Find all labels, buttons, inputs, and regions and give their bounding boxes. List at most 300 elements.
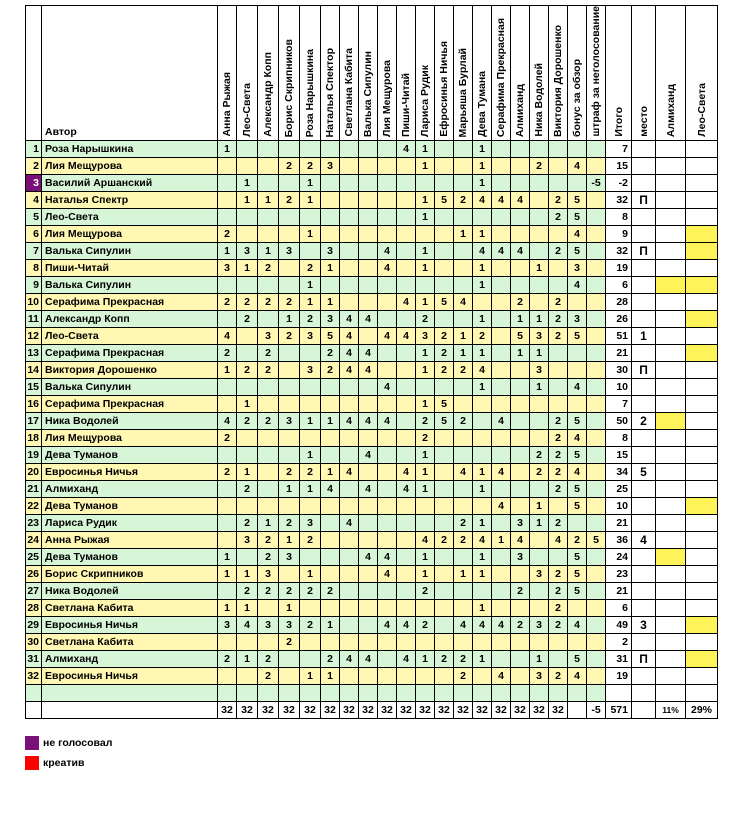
total-cell: 2 xyxy=(606,634,632,651)
table-row xyxy=(26,175,718,192)
vote-cell: 5 xyxy=(568,243,587,260)
vote-cell: 1 xyxy=(237,192,258,209)
vote-cell: 3 xyxy=(218,617,237,634)
header-voter xyxy=(258,6,279,141)
vote-cell: 2 xyxy=(279,515,300,532)
vote-cell: 4 xyxy=(473,617,492,634)
vote-cell xyxy=(435,141,454,158)
author-name: Виктория Дорошенко xyxy=(42,362,218,379)
header-voter-label: Лео-Света xyxy=(241,83,253,137)
vote-cell xyxy=(340,430,359,447)
vote-cell xyxy=(300,141,321,158)
row-number: 12 xyxy=(26,328,42,345)
vote-cell: 4 xyxy=(397,328,416,345)
vote-cell xyxy=(300,209,321,226)
vote-cell xyxy=(321,566,340,583)
vote-cell: 5 xyxy=(435,413,454,430)
vote-cell: 4 xyxy=(549,532,568,549)
total-cell: 51 xyxy=(606,328,632,345)
vote-cell: 4 xyxy=(378,260,397,277)
total-cell: 8 xyxy=(606,209,632,226)
author-name: Александр Копп xyxy=(42,311,218,328)
place-cell xyxy=(632,549,656,566)
vote-cell: 4 xyxy=(568,226,587,243)
vote-cell: 2 xyxy=(237,413,258,430)
vote-cell xyxy=(359,532,378,549)
vote-cell xyxy=(511,668,530,685)
vote-cell xyxy=(492,141,511,158)
vote-cell xyxy=(530,192,549,209)
header-voter xyxy=(549,6,568,141)
leo-sveta-mark xyxy=(686,413,718,430)
table-row xyxy=(26,260,718,277)
leo-sveta-mark xyxy=(686,668,718,685)
almihand-mark xyxy=(656,464,686,481)
vote-cell: 1 xyxy=(300,413,321,430)
leo-sveta-mark xyxy=(686,328,718,345)
vote-cell xyxy=(340,294,359,311)
total-cell: 49 xyxy=(606,617,632,634)
vote-cell xyxy=(340,175,359,192)
blank-cell xyxy=(300,685,321,702)
place-cell xyxy=(632,566,656,583)
place-cell xyxy=(632,294,656,311)
table-row xyxy=(26,549,718,566)
vote-cell xyxy=(435,617,454,634)
vote-cell: 4 xyxy=(568,668,587,685)
total-cell: 19 xyxy=(606,668,632,685)
almihand-mark xyxy=(656,277,686,294)
vote-cell xyxy=(492,379,511,396)
vote-cell xyxy=(568,294,587,311)
vote-cell xyxy=(218,192,237,209)
vote-cell: 1 xyxy=(218,362,237,379)
vote-cell xyxy=(549,634,568,651)
vote-cell: 4 xyxy=(473,243,492,260)
vote-cell xyxy=(587,362,606,379)
vote-cell xyxy=(435,379,454,396)
blank-cell xyxy=(587,685,606,702)
place-cell xyxy=(632,668,656,685)
place-cell xyxy=(632,226,656,243)
vote-cell xyxy=(378,515,397,532)
vote-cell xyxy=(416,498,435,515)
vote-cell: 1 xyxy=(473,345,492,362)
vote-cell xyxy=(397,379,416,396)
blank-row xyxy=(26,685,718,702)
vote-cell: 4 xyxy=(237,617,258,634)
vote-cell xyxy=(378,634,397,651)
vote-cell: 2 xyxy=(237,515,258,532)
vote-cell: 4 xyxy=(492,617,511,634)
total-cell: 34 xyxy=(606,464,632,481)
vote-cell xyxy=(218,277,237,294)
author-name: Евросинья Ничья xyxy=(42,617,218,634)
vote-cell: 4 xyxy=(340,413,359,430)
vote-cell: 3 xyxy=(530,328,549,345)
vote-cell xyxy=(258,634,279,651)
total-cell: 21 xyxy=(606,345,632,362)
vote-cell: 2 xyxy=(549,192,568,209)
vote-cell xyxy=(511,413,530,430)
vote-cell: 2 xyxy=(511,617,530,634)
vote-cell xyxy=(397,260,416,277)
blank-cell xyxy=(359,685,378,702)
vote-cell: 3 xyxy=(321,243,340,260)
vote-cell xyxy=(321,226,340,243)
vote-cell: 3 xyxy=(416,328,435,345)
vote-cell xyxy=(530,430,549,447)
total-cell: 6 xyxy=(606,277,632,294)
vote-cell xyxy=(258,396,279,413)
vote-cell xyxy=(549,651,568,668)
blank-cell xyxy=(568,685,587,702)
vote-cell xyxy=(397,447,416,464)
legend-item xyxy=(25,733,112,753)
vote-cell xyxy=(473,294,492,311)
table-row xyxy=(26,158,718,175)
vote-cell xyxy=(435,566,454,583)
vote-cell xyxy=(473,209,492,226)
vote-cell: 1 xyxy=(416,396,435,413)
table-row xyxy=(26,447,718,464)
vote-cell xyxy=(218,532,237,549)
vote-cell xyxy=(258,600,279,617)
vote-cell xyxy=(300,651,321,668)
legend-label: не голосовал xyxy=(43,737,113,749)
vote-cell xyxy=(340,158,359,175)
vote-cell: 2 xyxy=(300,532,321,549)
vote-cell: 1 xyxy=(279,311,300,328)
table-row xyxy=(26,362,718,379)
vote-cell: 4 xyxy=(568,617,587,634)
blank-cell xyxy=(492,685,511,702)
vote-cell: 1 xyxy=(300,294,321,311)
vote-cell: 3 xyxy=(511,515,530,532)
vote-cell: 1 xyxy=(416,362,435,379)
vote-cell xyxy=(492,634,511,651)
row-number: 31 xyxy=(26,651,42,668)
vote-cell xyxy=(587,498,606,515)
vote-cell xyxy=(279,345,300,362)
vote-cell xyxy=(587,583,606,600)
vote-cell xyxy=(279,226,300,243)
vote-cell: 2 xyxy=(258,294,279,311)
vote-cell: 4 xyxy=(378,328,397,345)
vote-cell xyxy=(549,362,568,379)
leo-sveta-mark xyxy=(686,311,718,328)
vote-cell xyxy=(568,175,587,192)
vote-cell: 4 xyxy=(359,651,378,668)
almihand-mark xyxy=(656,175,686,192)
vote-cell: 2 xyxy=(549,481,568,498)
vote-cell xyxy=(511,651,530,668)
vote-cell xyxy=(258,379,279,396)
vote-cell: 1 xyxy=(279,481,300,498)
vote-cell xyxy=(340,260,359,277)
vote-cell xyxy=(492,583,511,600)
vote-cell xyxy=(279,430,300,447)
header-voter xyxy=(279,6,300,141)
vote-cell: 1 xyxy=(416,141,435,158)
place-cell xyxy=(632,379,656,396)
author-name: Серафима Прекрасная xyxy=(42,294,218,311)
vote-cell: 4 xyxy=(473,362,492,379)
vote-cell: 2 xyxy=(511,294,530,311)
totals-place xyxy=(632,702,656,719)
vote-cell xyxy=(321,532,340,549)
vote-cell xyxy=(511,175,530,192)
vote-cell: 2 xyxy=(237,481,258,498)
column-total: 32 xyxy=(218,702,237,719)
vote-cell: 3 xyxy=(530,362,549,379)
total-cell: 21 xyxy=(606,583,632,600)
vote-cell xyxy=(279,447,300,464)
total-cell: 9 xyxy=(606,226,632,243)
vote-cell: 4 xyxy=(492,464,511,481)
blank-cell xyxy=(340,685,359,702)
legend-swatch xyxy=(25,756,39,770)
vote-cell: 4 xyxy=(218,413,237,430)
vote-cell: 1 xyxy=(321,294,340,311)
vote-cell: 2 xyxy=(416,311,435,328)
table-row xyxy=(26,328,718,345)
column-total: 32 xyxy=(237,702,258,719)
vote-cell: 2 xyxy=(300,464,321,481)
vote-cell xyxy=(511,209,530,226)
almihand-mark xyxy=(656,158,686,175)
vote-cell: 2 xyxy=(454,515,473,532)
vote-cell: 2 xyxy=(218,464,237,481)
row-number: 16 xyxy=(26,396,42,413)
vote-cell: 1 xyxy=(511,311,530,328)
vote-cell xyxy=(454,311,473,328)
almihand-mark xyxy=(656,192,686,209)
vote-cell: 2 xyxy=(279,464,300,481)
vote-cell: 5 xyxy=(568,192,587,209)
total-cell: 10 xyxy=(606,498,632,515)
vote-cell: 3 xyxy=(530,668,549,685)
leo-sveta-mark xyxy=(686,430,718,447)
vote-cell xyxy=(321,498,340,515)
header-voter xyxy=(454,6,473,141)
vote-cell: 4 xyxy=(340,345,359,362)
author-name: Светлана Кабита xyxy=(42,634,218,651)
vote-cell xyxy=(378,481,397,498)
vote-cell xyxy=(511,141,530,158)
table-row xyxy=(26,634,718,651)
vote-cell xyxy=(321,549,340,566)
vote-cell xyxy=(473,668,492,685)
vote-cell: 2 xyxy=(549,447,568,464)
vote-cell: 5 xyxy=(568,209,587,226)
vote-cell: 4 xyxy=(378,566,397,583)
vote-cell xyxy=(587,447,606,464)
vote-cell xyxy=(492,600,511,617)
vote-cell xyxy=(416,175,435,192)
grand-total: 571 xyxy=(606,702,632,719)
vote-cell xyxy=(511,260,530,277)
place-cell xyxy=(632,634,656,651)
vote-cell: 4 xyxy=(340,651,359,668)
table-row xyxy=(26,617,718,634)
vote-cell xyxy=(397,413,416,430)
vote-cell xyxy=(237,277,258,294)
vote-cell xyxy=(454,260,473,277)
row-number: 17 xyxy=(26,413,42,430)
vote-cell xyxy=(359,141,378,158)
vote-cell: 3 xyxy=(300,362,321,379)
vote-cell xyxy=(454,498,473,515)
vote-cell: 2 xyxy=(218,345,237,362)
author-name: Анна Рыжая xyxy=(42,532,218,549)
leo-sveta-mark xyxy=(686,192,718,209)
vote-cell: 4 xyxy=(359,549,378,566)
vote-cell: 2 xyxy=(300,158,321,175)
author-name: Василий Аршанский xyxy=(42,175,218,192)
header-voter xyxy=(416,6,435,141)
header-extra xyxy=(686,6,718,141)
vote-cell xyxy=(340,447,359,464)
row-number: 18 xyxy=(26,430,42,447)
header-voter-label: Дева Тумана xyxy=(476,71,488,137)
column-total: -5 xyxy=(587,702,606,719)
vote-cell: 1 xyxy=(300,192,321,209)
almihand-mark xyxy=(656,481,686,498)
leo-sveta-mark xyxy=(686,141,718,158)
header-voter xyxy=(530,6,549,141)
vote-cell xyxy=(237,549,258,566)
vote-cell: 4 xyxy=(492,668,511,685)
vote-cell xyxy=(359,617,378,634)
almihand-mark xyxy=(656,600,686,617)
vote-cell xyxy=(340,192,359,209)
vote-cell xyxy=(587,515,606,532)
vote-cell: 2 xyxy=(258,549,279,566)
vote-cell xyxy=(359,396,378,413)
total-cell: 32 xyxy=(606,243,632,260)
vote-cell xyxy=(378,209,397,226)
blank-cell xyxy=(686,685,718,702)
header-place-label: место xyxy=(637,106,650,137)
vote-cell xyxy=(587,158,606,175)
author-name: Лариса Рудик xyxy=(42,515,218,532)
vote-cell: 5 xyxy=(435,294,454,311)
vote-cell: 2 xyxy=(279,634,300,651)
table-row xyxy=(26,396,718,413)
vote-cell xyxy=(492,396,511,413)
vote-cell xyxy=(359,498,378,515)
vote-cell xyxy=(549,158,568,175)
vote-cell xyxy=(549,549,568,566)
vote-cell xyxy=(587,668,606,685)
totals-label xyxy=(42,702,218,719)
vote-cell: 3 xyxy=(300,515,321,532)
vote-cell xyxy=(321,600,340,617)
vote-cell: 2 xyxy=(549,464,568,481)
vote-cell: 1 xyxy=(473,566,492,583)
vote-cell: 4 xyxy=(340,515,359,532)
vote-cell: 2 xyxy=(300,617,321,634)
vote-cell: 1 xyxy=(416,294,435,311)
leo-sveta-mark xyxy=(686,379,718,396)
table-row xyxy=(26,515,718,532)
vote-cell xyxy=(300,345,321,362)
legend-swatch xyxy=(25,736,39,750)
vote-cell: 1 xyxy=(416,651,435,668)
vote-cell xyxy=(416,600,435,617)
vote-cell xyxy=(530,600,549,617)
leo-sveta-mark xyxy=(686,549,718,566)
vote-cell xyxy=(378,396,397,413)
vote-cell xyxy=(492,277,511,294)
vote-cell xyxy=(397,243,416,260)
vote-cell: 1 xyxy=(218,549,237,566)
vote-cell xyxy=(359,668,378,685)
author-name: Валька Сипулин xyxy=(42,379,218,396)
vote-cell xyxy=(587,464,606,481)
vote-cell xyxy=(549,277,568,294)
vote-cell: 2 xyxy=(300,260,321,277)
header-voter-label: Серафима Прекрасная xyxy=(495,17,507,137)
vote-cell: 1 xyxy=(473,549,492,566)
vote-cell xyxy=(492,294,511,311)
vote-cell xyxy=(340,209,359,226)
vote-cell xyxy=(587,481,606,498)
vote-cell xyxy=(492,549,511,566)
place-cell xyxy=(632,498,656,515)
vote-cell: 2 xyxy=(258,260,279,277)
vote-cell xyxy=(340,277,359,294)
vote-cell xyxy=(587,634,606,651)
place-cell xyxy=(632,260,656,277)
place-cell xyxy=(632,600,656,617)
author-name: Алмиханд xyxy=(42,651,218,668)
almihand-mark xyxy=(656,549,686,566)
vote-cell xyxy=(530,413,549,430)
header-extra-label: Алмиханд xyxy=(664,83,677,137)
vote-cell: 2 xyxy=(237,583,258,600)
place-cell xyxy=(632,141,656,158)
table-row xyxy=(26,209,718,226)
vote-cell: 1 xyxy=(416,549,435,566)
almihand-mark xyxy=(656,345,686,362)
almihand-mark xyxy=(656,617,686,634)
vote-cell: 2 xyxy=(279,158,300,175)
vote-cell xyxy=(218,311,237,328)
vote-cell: 1 xyxy=(473,141,492,158)
vote-cell xyxy=(435,515,454,532)
vote-cell: 1 xyxy=(416,209,435,226)
table-row xyxy=(26,141,718,158)
vote-cell: 4 xyxy=(568,158,587,175)
vote-cell xyxy=(435,668,454,685)
leo-sveta-mark xyxy=(686,532,718,549)
vote-cell: 1 xyxy=(530,311,549,328)
row-number: 32 xyxy=(26,668,42,685)
header-voter xyxy=(492,6,511,141)
almihand-mark xyxy=(656,243,686,260)
vote-cell xyxy=(258,209,279,226)
row-number: 28 xyxy=(26,600,42,617)
vote-cell xyxy=(530,175,549,192)
vote-cell: 2 xyxy=(549,311,568,328)
header-voter xyxy=(378,6,397,141)
table-row xyxy=(26,192,718,209)
vote-cell: 1 xyxy=(473,175,492,192)
vote-cell: 1 xyxy=(530,260,549,277)
vote-cell: 4 xyxy=(340,328,359,345)
